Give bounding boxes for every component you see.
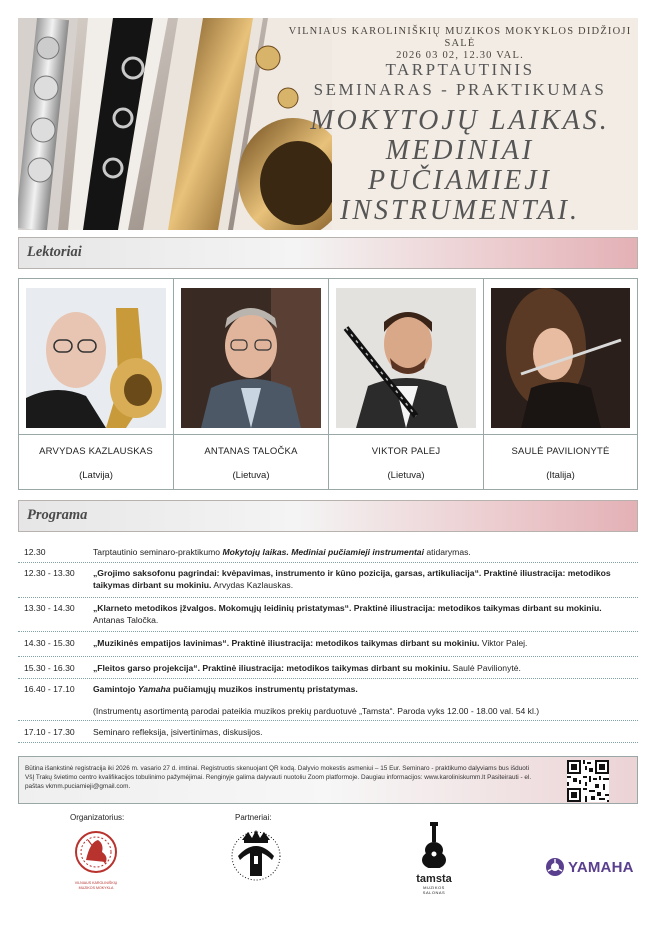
program-description [93,546,634,558]
partners-label: Partneriai: [235,813,272,822]
organizer-label: Organizatorius: [70,813,125,822]
topic: „Muzikinės empatijos lavinimas“. Praktinė iliustracija: metodikos taikymas dirbant su mokiniu. [93,638,480,648]
lecturer-ref: Antanas Taločka. [93,615,159,625]
lecturer-ref: Arvydas Kazlauskas. [211,580,294,590]
organizer-logo [68,830,124,892]
subtitle-line-2: SEMINARAS - PRAKTIKUMAS [313,80,607,99]
lecturer-photo [26,288,166,428]
topic: „Klarneto metodikos įžvalgos. Mokomųjų leidinių pristatymas“. Praktinė iliustracija: metodikos taikymas dirbant su mokiniu. [93,603,602,613]
program-time: 16.40 - 17.10 [24,684,75,694]
program-heading-bar [18,500,638,532]
program-note: (Instrumentų asortimentą parodai pateikia muzikos prekių parduotuvė „Tamsta“. Paroda vyks 12.00 - 18.00 val. 54 kl.) [93,706,540,716]
lecturer-country: (Latvija) [79,470,113,481]
program-time: 17.10 - 17.30 [24,727,75,737]
registration-info: Būtina išankstinė registracija iki 2026 m. vasario 27 d. imtinai. Registruotis skenuojant QR kodą. Dalyvio mokestis asmeniui – 15 Eur. Seminaro - praktikumo dalyviams bus išduoti VšĮ Trakų švietimo centro kvalifikacijos tobulinimo pažymėjimai. Renginyje galima dalyvauti nuotoliu Zoom platformoje. Daugiau informacijos: www.karoliniskumm.lt Pasiteirauti - el. paštas vkmm.puciamieji@gmail.com. [25,765,532,790]
program-time: 12.30 [24,547,46,557]
yamaha-wordmark: YAMAHA [568,858,634,876]
organizer-logo-text [68,881,124,890]
event-title [300,106,620,226]
tamsta-subtitle: MUZIKOS SALONAS [422,885,446,895]
lecturers-table [18,278,638,490]
venue-line: VILNIAUS KAROLINIŠKIŲ MUZIKOS MOKYKLOS DIDŽIOJI SALĖ [288,26,632,49]
program-table [18,539,638,743]
program-description [93,602,634,626]
topic: „Grojimo saksofonu pagrindai: kvėpavimas, instrumento ir kūno pozicija, garsas, artikuliacija“. Praktinė iliustracija: metodikos taikymas dirbant su mokiniu. [93,568,611,590]
lecturer-photo [336,288,476,428]
program-description [93,567,634,591]
program-description [93,637,634,649]
lecturers-heading-bar [18,237,638,269]
text: atidarymas. [423,547,471,557]
guitar-icon [412,822,456,868]
title-line-1: MOKYTOJŲ LAIKAS. [310,105,610,136]
program-time: 14.30 - 15.30 [24,638,75,648]
lecturer-ref: Saulė Pavilionytė. [450,663,521,673]
lecturer-ref: Viktor Palej. [479,638,528,648]
event-name: Mokytojų laikas. Mediniai pučiamieji instrumentai [222,547,424,557]
registration-qr-code[interactable] [567,760,609,802]
lecturer-card [19,279,174,489]
lecturer-country: (Italija) [546,470,575,481]
subtitle-line-1: TARPTAUTINIS [385,60,535,79]
topic: „Fleitos garso projekcija“. Praktinė iliustracija: metodikos taikymas dirbant su mokiniu. [93,663,451,673]
program-description: Seminaro refleksija, įsivertinimas, diskusijos. [93,727,263,737]
text: pučiamųjų muzikos instrumentų pristatymas. [170,684,358,694]
program-row [18,679,638,721]
organizer-logo-line: VILNIAUS KAROLINIŠKIŲ [74,881,118,885]
text: Gamintojo [93,684,138,694]
lecturer-card [174,279,329,489]
program-row [18,598,638,632]
program-row [18,563,638,598]
lecturer-photo [181,288,321,428]
lecturer-name: ARVYDAS KAZLAUSKAS [39,446,153,457]
lecturer-name: SAULĖ PAVILIONYTĖ [511,446,610,457]
program-description [93,683,634,717]
yamaha-tuning-forks-icon [545,857,565,877]
event-subtitle [300,60,620,100]
lecturer-name: ANTANAS TALOČKA [204,446,298,457]
brand-name: Yamaha [137,684,171,694]
program-row [18,657,638,679]
title-line-2: MEDINIAI [385,135,535,166]
venue-info [282,26,638,62]
partner-crown-logo [228,826,284,882]
lecturer-card [329,279,484,489]
organizer-logo-line: MUZIKOS MOKYKLA [78,885,114,890]
program-row [18,632,638,657]
program-description [93,662,634,674]
lecturer-card [484,279,637,489]
program-heading: Programa [27,507,88,523]
lecturers-heading: Lektoriai [27,244,82,260]
program-row [18,539,638,563]
partner-yamaha-logo [545,857,634,877]
registration-info-box [18,756,638,804]
program-time: 13.30 - 14.30 [24,603,75,613]
lecturer-country: (Lietuva) [387,470,425,481]
program-time: 12.30 - 13.30 [24,568,75,578]
title-line-4: INSTRUMENTAI. [340,195,580,226]
lecturer-name: VIKTOR PALEJ [371,446,441,457]
tamsta-name: tamsta [416,873,452,885]
program-time: 15.30 - 16.30 [24,663,75,673]
lecturer-country: (Lietuva) [232,470,270,481]
lecturer-photo [491,288,630,428]
program-row [18,721,638,743]
text: Tarptautinio seminaro-praktikumo [93,547,223,557]
date-line: 2026 03 02, 12.30 VAL. [396,50,524,61]
partner-tamsta-logo [412,822,456,895]
title-line-3: PUČIAMIEJI [368,165,552,196]
